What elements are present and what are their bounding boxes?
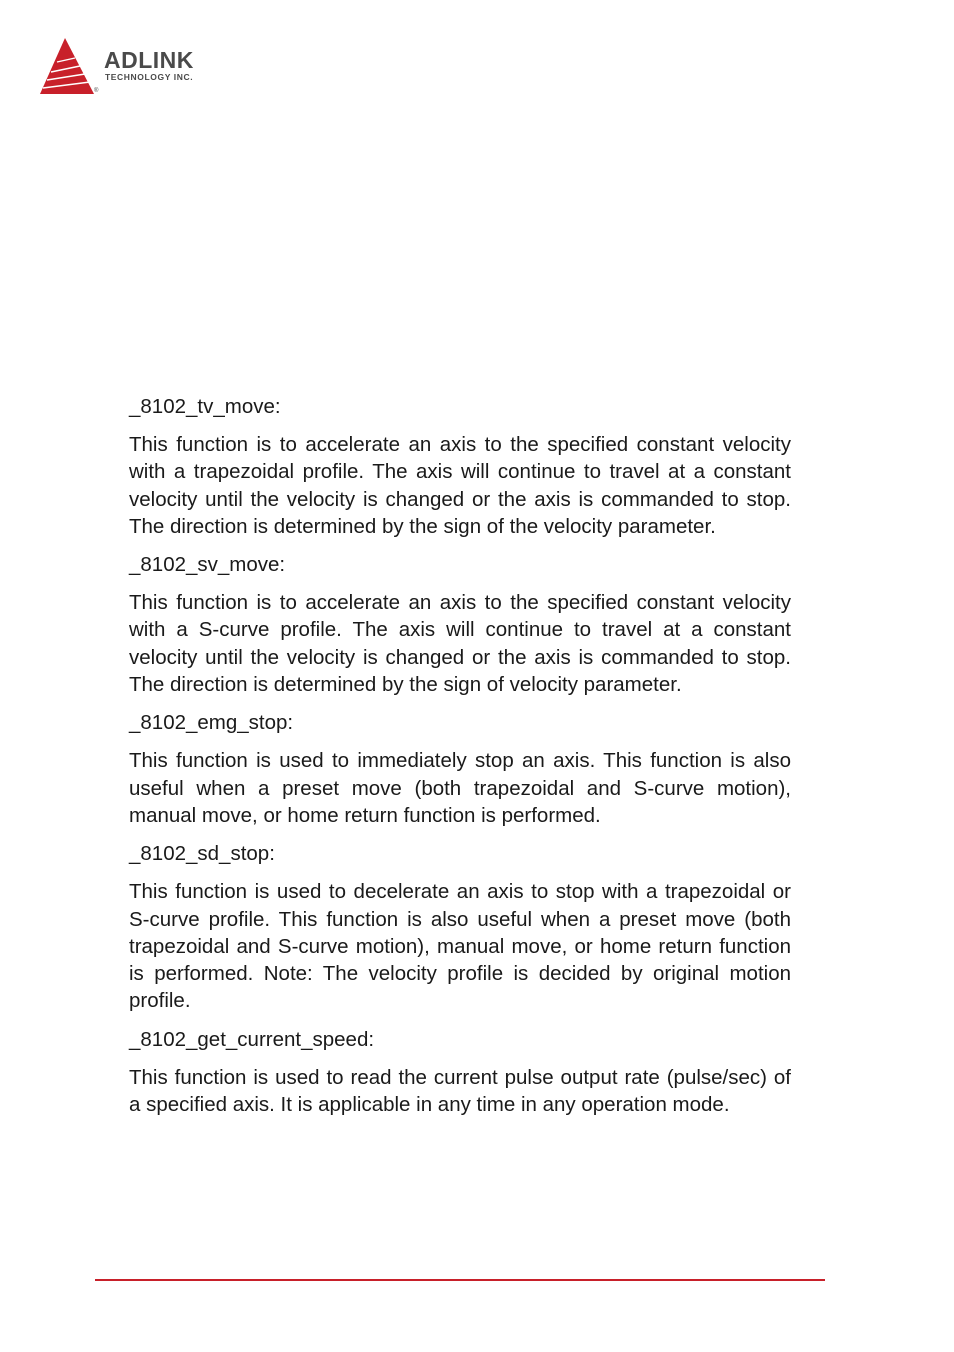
function-name-get-current-speed: _8102_get_current_speed:	[129, 1027, 375, 1051]
logo-wordmark: ADLINK	[104, 47, 194, 73]
function-desc-get-current-speed: This function is used to read the current pulse output rate (pulse/​sec) of a specified axis. It is applicable in any time in any operation mode.	[129, 1065, 791, 1117]
function-name-tv-move: _8102_tv_move:	[129, 395, 281, 418]
function-descriptions	[129, 393, 791, 1129]
function-name-sv-move: _8102_sv_move:	[129, 553, 286, 577]
function-desc-sd-stop: This function is used to decelerate an axis to stop with a trapezoidal or S-curve profile. This function is also useful when a preset move (both trapezoidal and S-curve motion), manual move, or home return function is performed. Note: The velocity profile is decided by original motion profile.	[129, 880, 791, 1013]
logo-subtitle: TECHNOLOGY INC.	[105, 72, 194, 82]
footer-divider	[95, 1279, 825, 1281]
function-desc-emg-stop: This function is used to immediately stop an axis. This function is also useful when a preset move (both trapezoidal and S-curve motion), manual move, or home return function is performed.	[129, 749, 791, 827]
function-name-sd-stop: _8102_sd_stop:	[129, 842, 275, 866]
adlink-logo	[38, 36, 238, 100]
registered-mark: ®	[94, 88, 99, 94]
function-name-emg-stop: _8102_emg_stop:	[129, 711, 294, 735]
adlink-triangle-icon	[38, 36, 98, 96]
function-desc-tv-move: This function is to accelerate an axis to the specified constant velocity with a trapezoidal profile. The axis will continue to travel at a constant velocity until the velocity is changed or the axis is commanded to stop. The direction is determined by the sign of the velocity parameter.	[129, 433, 791, 538]
function-desc-sv-move: This function is to accelerate an axis to the specified constant velocity with a S-curve profile. The axis will continue to travel at a constant velocity until the velocity is changed or the axis is commanded to stop. The direction is determined by the sign of velocity parameter.	[129, 591, 791, 697]
